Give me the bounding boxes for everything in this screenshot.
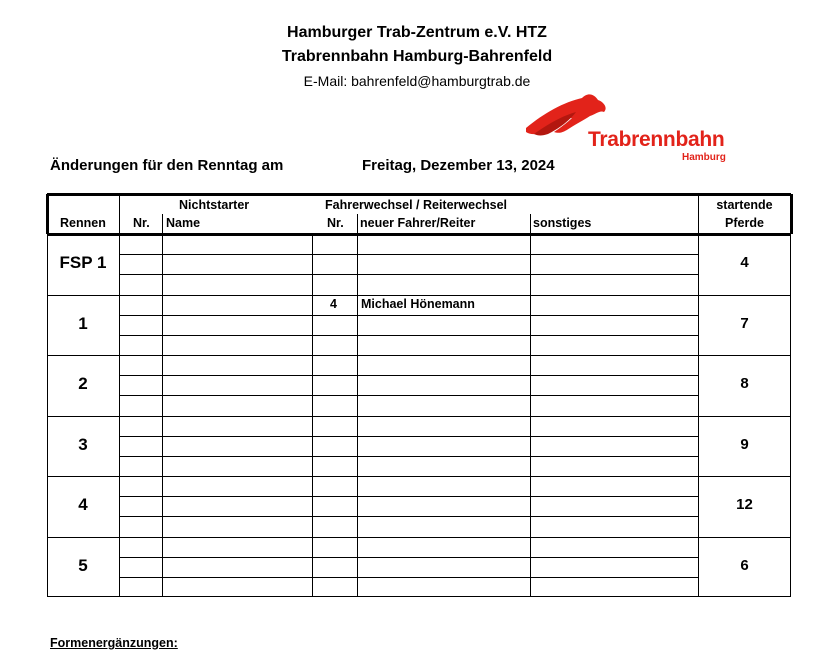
header-bottom-border bbox=[47, 233, 791, 236]
race-number: 1 bbox=[78, 313, 88, 333]
trabrennbahn-logo bbox=[524, 88, 746, 172]
race-number: 2 bbox=[78, 374, 88, 394]
starters-count: 12 bbox=[736, 496, 753, 514]
table-border-bottom bbox=[47, 596, 791, 597]
header-driver-change: Fahrerwechsel / Reiterwechsel bbox=[325, 198, 508, 212]
race-divider bbox=[47, 537, 791, 538]
track-name: Trabrennbahn Hamburg-Bahrenfeld bbox=[281, 48, 553, 65]
starters-count: 8 bbox=[740, 375, 749, 393]
header-nonstarters: Nichtstarter bbox=[179, 198, 250, 212]
header-column-divider bbox=[119, 194, 120, 234]
race-divider bbox=[47, 416, 791, 417]
header-border-left bbox=[46, 194, 49, 234]
form-additions-label: Formenergänzungen: bbox=[50, 636, 178, 650]
contact-email: E-Mail: bahrenfeld@hamburgtrab.de bbox=[303, 73, 531, 89]
subrow-divider bbox=[119, 274, 698, 275]
starters-count: 7 bbox=[740, 314, 749, 332]
header-border-right bbox=[790, 194, 793, 234]
starters-count: 4 bbox=[740, 254, 749, 272]
header-race: Rennen bbox=[60, 216, 106, 230]
header-nonstarter-nr: Nr. bbox=[133, 216, 150, 230]
race-number: 4 bbox=[78, 495, 88, 515]
organization-name: Hamburger Trab-Zentrum e.V. HTZ bbox=[287, 24, 547, 41]
changes-title: Änderungen für den Renntag am bbox=[50, 157, 284, 174]
header-starters-line1: startende bbox=[716, 198, 773, 212]
subrow-divider bbox=[119, 315, 698, 316]
header-column-divider bbox=[698, 194, 699, 234]
race-number: FSP 1 bbox=[59, 253, 107, 273]
table-border-top bbox=[47, 193, 791, 196]
subrow-divider bbox=[119, 254, 698, 255]
race-date: Freitag, Dezember 13, 2024 bbox=[362, 157, 555, 174]
subrow-divider bbox=[119, 557, 698, 558]
subrow-divider bbox=[119, 496, 698, 497]
header-new-driver: neuer Fahrer/Reiter bbox=[360, 216, 476, 230]
subrow-divider bbox=[119, 577, 698, 578]
header-starters-line2: Pferde bbox=[725, 216, 764, 230]
race-divider bbox=[47, 355, 791, 356]
logo-city: Hamburg bbox=[682, 152, 726, 163]
race-number: 5 bbox=[78, 555, 88, 575]
subrow-divider bbox=[119, 375, 698, 376]
starters-count: 9 bbox=[740, 435, 749, 453]
header-other: sonstiges bbox=[533, 216, 592, 230]
header-subcolumn-divider bbox=[162, 214, 163, 234]
race-divider bbox=[47, 295, 791, 296]
new-driver-name: Michael Hönemann bbox=[361, 296, 475, 311]
subrow-divider bbox=[119, 516, 698, 517]
header-subcolumn-divider bbox=[530, 214, 531, 234]
changes-table bbox=[47, 194, 791, 597]
header-nonstarter-name: Name bbox=[166, 216, 201, 230]
header-driver-nr: Nr. bbox=[327, 216, 344, 230]
logo-text: Trabrennbahn bbox=[588, 128, 725, 151]
subrow-divider bbox=[119, 436, 698, 437]
subrow-divider bbox=[119, 456, 698, 457]
header-subcolumn-divider bbox=[357, 214, 358, 234]
starters-count: 6 bbox=[740, 556, 749, 574]
driver-change-nr: 4 bbox=[330, 296, 337, 311]
subrow-divider bbox=[119, 335, 698, 336]
race-divider bbox=[47, 476, 791, 477]
subrow-divider bbox=[119, 395, 698, 396]
race-number: 3 bbox=[78, 434, 88, 454]
